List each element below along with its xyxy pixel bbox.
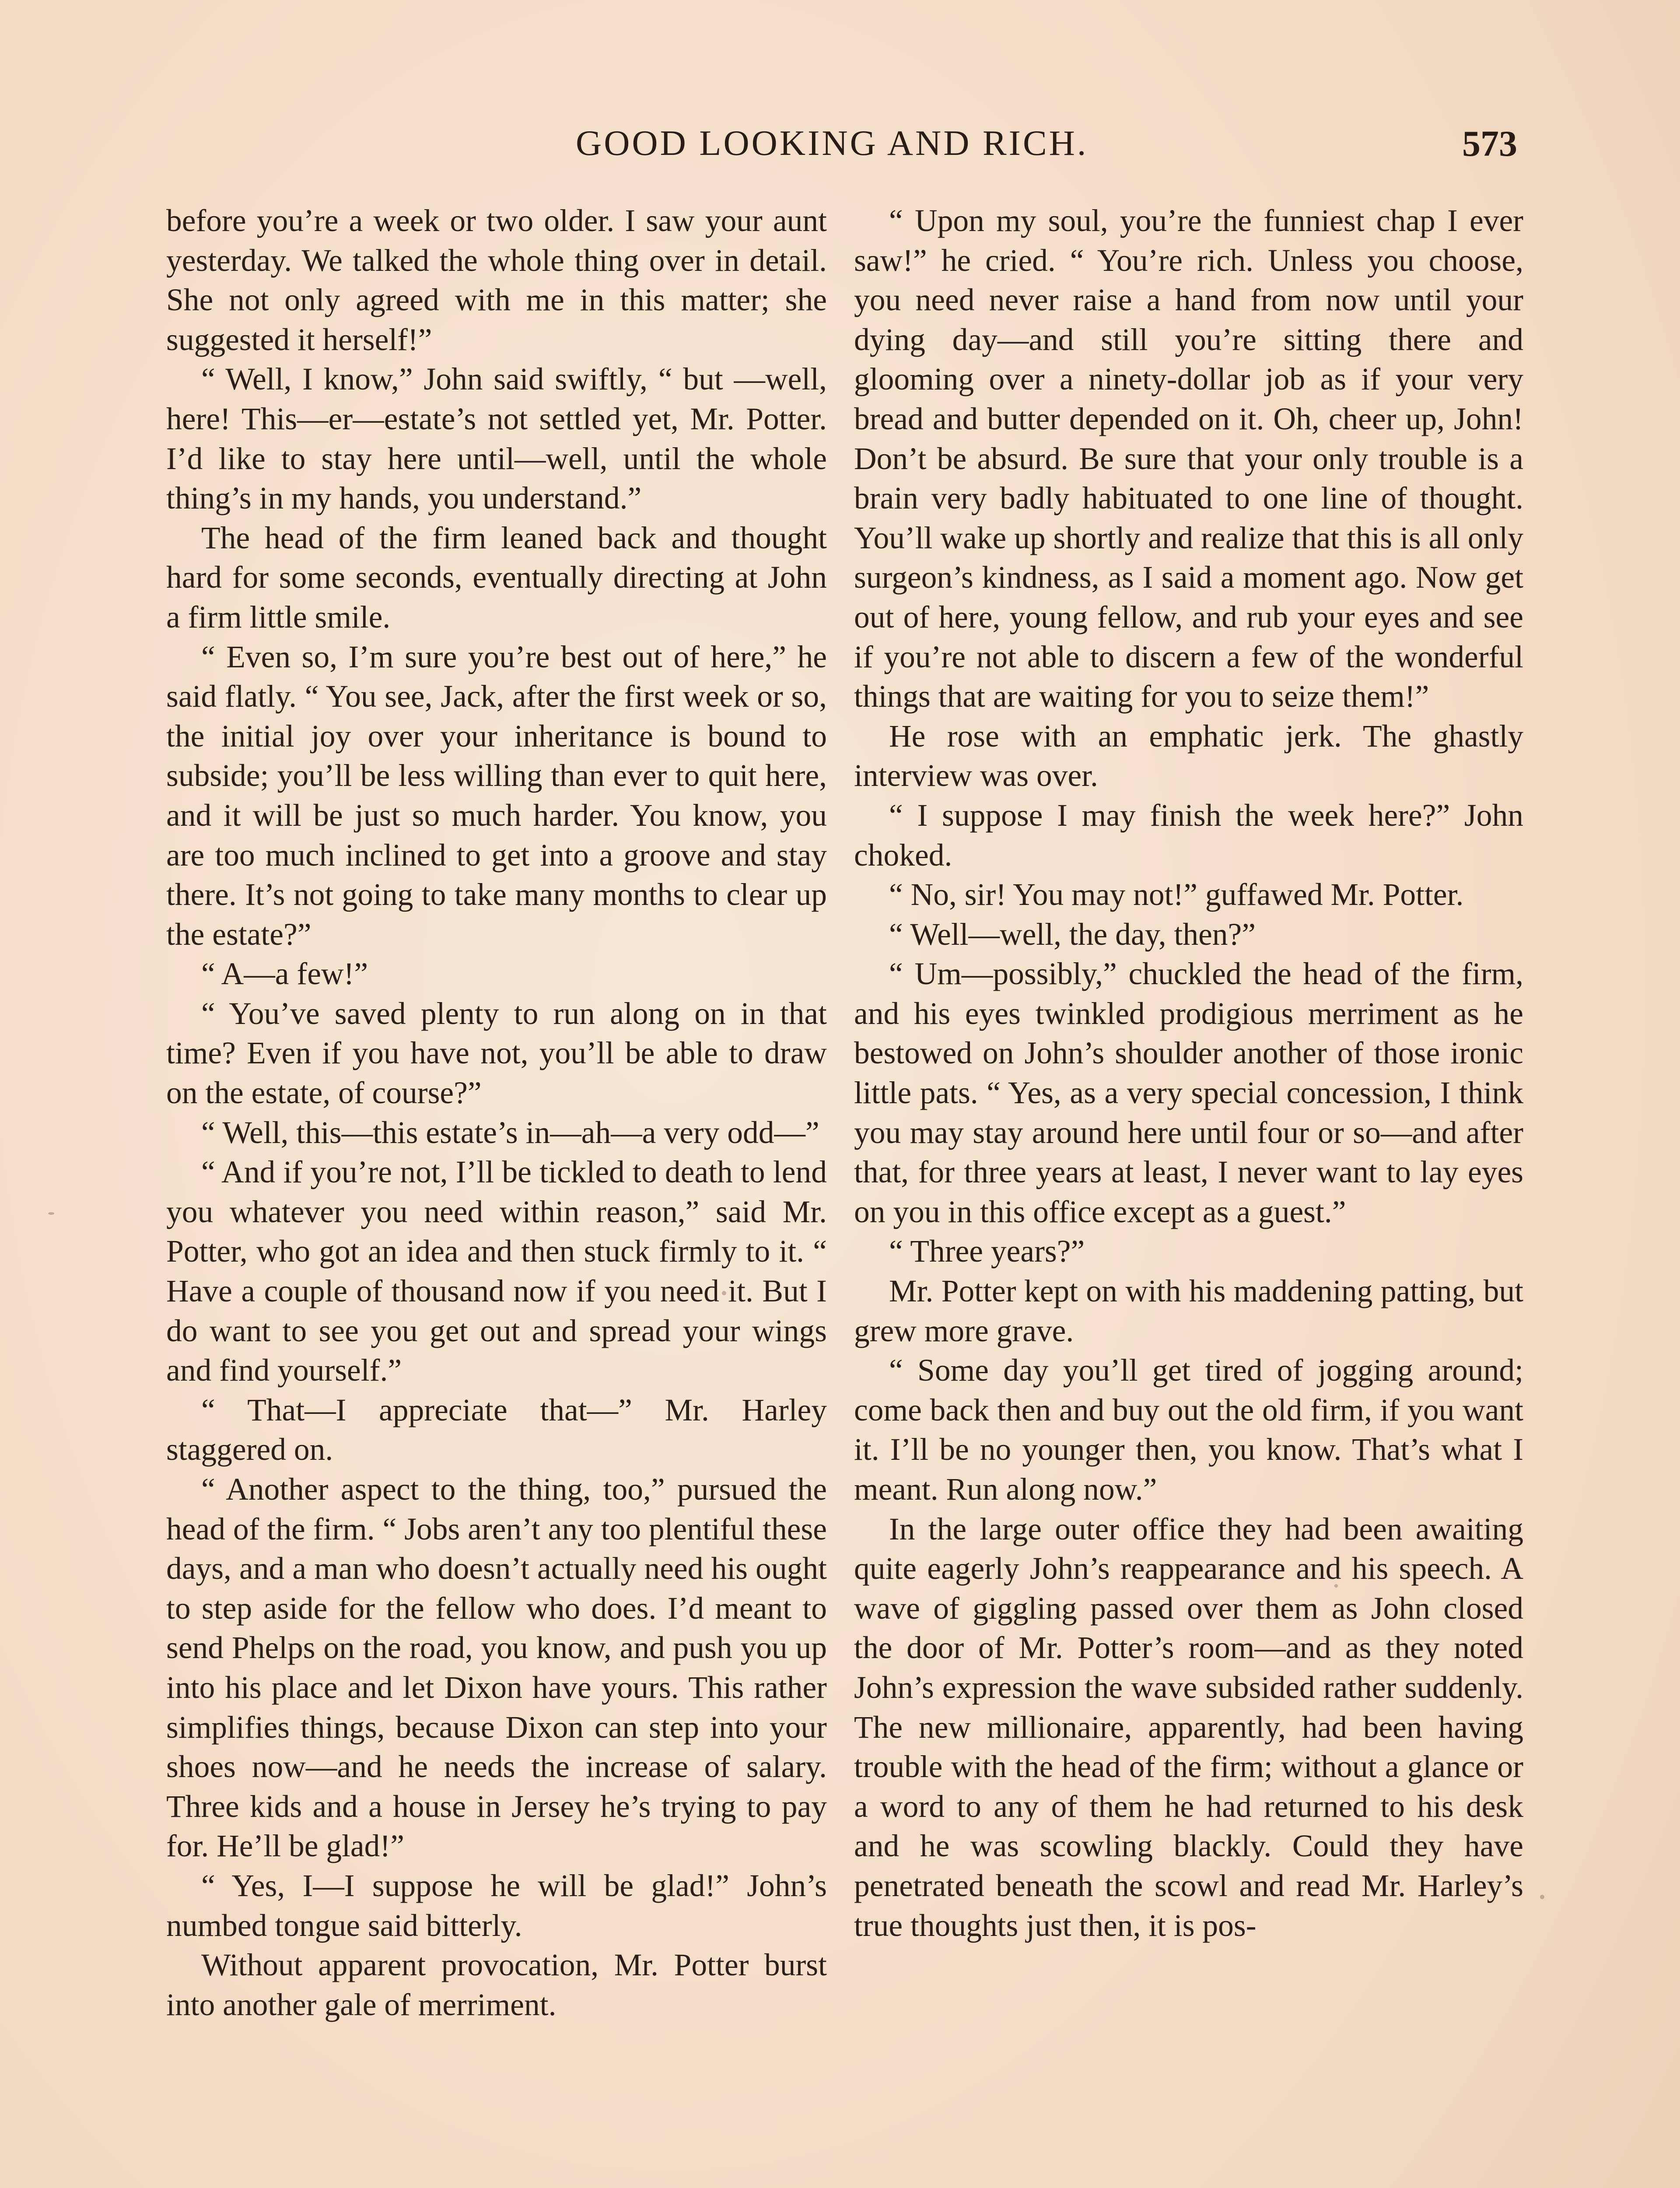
paragraph: “ Well, I know,” John said swiftly, “ but —well, here! This—er—estate’s not settled yet, Mr. Potter. I’d like to stay here until—well, until the whole thing’s in my hands, you understand.” bbox=[166, 362, 827, 516]
paragraph: “ That—I appreciate that—” Mr. Harley staggered on. bbox=[166, 1392, 827, 1467]
paragraph: “ Three years?” bbox=[889, 1234, 1085, 1269]
paragraph: before you’re a week or two older. I saw your aunt yesterday. We talked the whole thing over in detail. She not only agreed with me in this matter; she suggested it herself!” bbox=[166, 203, 827, 357]
paragraph: “ Yes, I—I suppose he will be glad!” John’s numbed tongue said bitterly. bbox=[166, 1868, 827, 1943]
paragraph: In the large outer office they had been awaiting quite eagerly John’s reappearance and his speech. A wave of giggling passed over them as John closed the door of Mr. Potter’s room—and as they noted John’s expression the wave subsided rather suddenly. The new millionaire, apparently, had been having trouble with the head of the firm; without a glance or a word to any of them he had returned to his desk and he was scowling blackly. Could they have penetrated beneath the scowl and read Mr. Harley’s true thoughts just then, it is pos- bbox=[854, 1511, 1523, 1943]
paper-speck bbox=[1540, 1895, 1544, 1899]
paper-speck bbox=[48, 1212, 54, 1215]
paragraph: “ Upon my soul, you’re the funniest chap I ever saw!” he cried. “ You’re rich. Unless you choose, you need never raise a hand from now until your dying day—and still you’re sitting there and glooming over a ninety-dollar job as if your very bread and butter depended on it. Oh, cheer up, John! Don’t be absurd. Be sure that your only trouble is a brain very badly habituated to one line of thought. You’ll wake up shortly and realize that this is all only surgeon’s kindness, as I said a moment ago. Now get out of here, young fellow, and rub your eyes and see if you’re not able to discern a few of the wonderful things that are waiting for you to seize them!” bbox=[854, 203, 1523, 714]
paragraph: “ You’ve saved plenty to run along on in that time? Even if you have not, you’ll be able to draw on the estate, of course?” bbox=[166, 996, 827, 1111]
paragraph: “ A—a few!” bbox=[201, 957, 368, 992]
paper-speck bbox=[1334, 1584, 1338, 1588]
paragraph: Mr. Potter kept on with his maddening patting, but grew more grave. bbox=[854, 1274, 1523, 1348]
paragraph: The head of the firm leaned back and thought hard for some seconds, eventually directing at John a firm little smile. bbox=[166, 520, 827, 635]
paragraph: “ And if you’re not, I’ll be tickled to death to lend you whatever you need within reason,” said Mr. Potter, who got an idea and then stuck firmly to it. “ Have a couple of thousand now if you need it. But I do want to see you get out and spread your wings and find yourself.” bbox=[166, 1155, 827, 1388]
paragraph: “ No, sir! You may not!” guffawed Mr. Potter. bbox=[889, 877, 1464, 912]
paragraph: “ Even so, I’m sure you’re best out of here,” he said flatly. “ You see, Jack, after the first week or so, the initial joy over your inheritance is bound to subside; you’ll be less willing than ever to quit here, and it will be just so much harder. You know, you are too much inclined to get into a groove and stay there. It’s not going to take many months to clear up the estate?” bbox=[166, 639, 827, 952]
page-number: 573 bbox=[1462, 123, 1517, 164]
paragraph: “ I suppose I may finish the week here?” John choked. bbox=[854, 798, 1523, 873]
paragraph: “ Well, this—this estate’s in—ah—a very odd—” bbox=[201, 1115, 819, 1150]
paragraph: Without apparent provocation, Mr. Potter burst into another gale of merriment. bbox=[166, 1948, 827, 2022]
paragraph: He rose with an emphatic jerk. The ghastly interview was over. bbox=[854, 719, 1523, 793]
running-title: GOOD LOOKING AND RICH. bbox=[576, 123, 1088, 163]
right-text-column bbox=[854, 201, 1523, 1946]
paragraph: “ Well—well, the day, then?” bbox=[889, 917, 1256, 952]
paper-speck bbox=[722, 1291, 726, 1295]
paragraph: “ Um—possibly,” chuckled the head of the firm, and his eyes twinkled prodigious merriment as he bestowed on John’s shoulder another of those ironic little pats. “ Yes, as a very special concession, I think you may stay around here until four or so—and after that, for three years at least, I never want to lay eyes on you in this office except as a guest.” bbox=[854, 957, 1523, 1229]
paragraph: “ Some day you’ll get tired of jogging around; come back then and buy out the old firm, if you want it. I’ll be no younger then, you know. That’s what I meant. Run along now.” bbox=[854, 1353, 1523, 1507]
left-text-column bbox=[166, 201, 827, 2025]
paragraph: “ Another aspect to the thing, too,” pursued the head of the firm. “ Jobs aren’t any too plentiful these days, and a man who doesn’t actually need his ought to step aside for the fellow who does. I’d meant to send Phelps on the road, you know, and push you up into his place and let Dixon have yours. This rather simplifies things, because Dixon can step into your shoes now—and he needs the increase of salary. Three kids and a house in Jersey he’s trying to pay for. He’ll be glad!” bbox=[166, 1472, 827, 1864]
